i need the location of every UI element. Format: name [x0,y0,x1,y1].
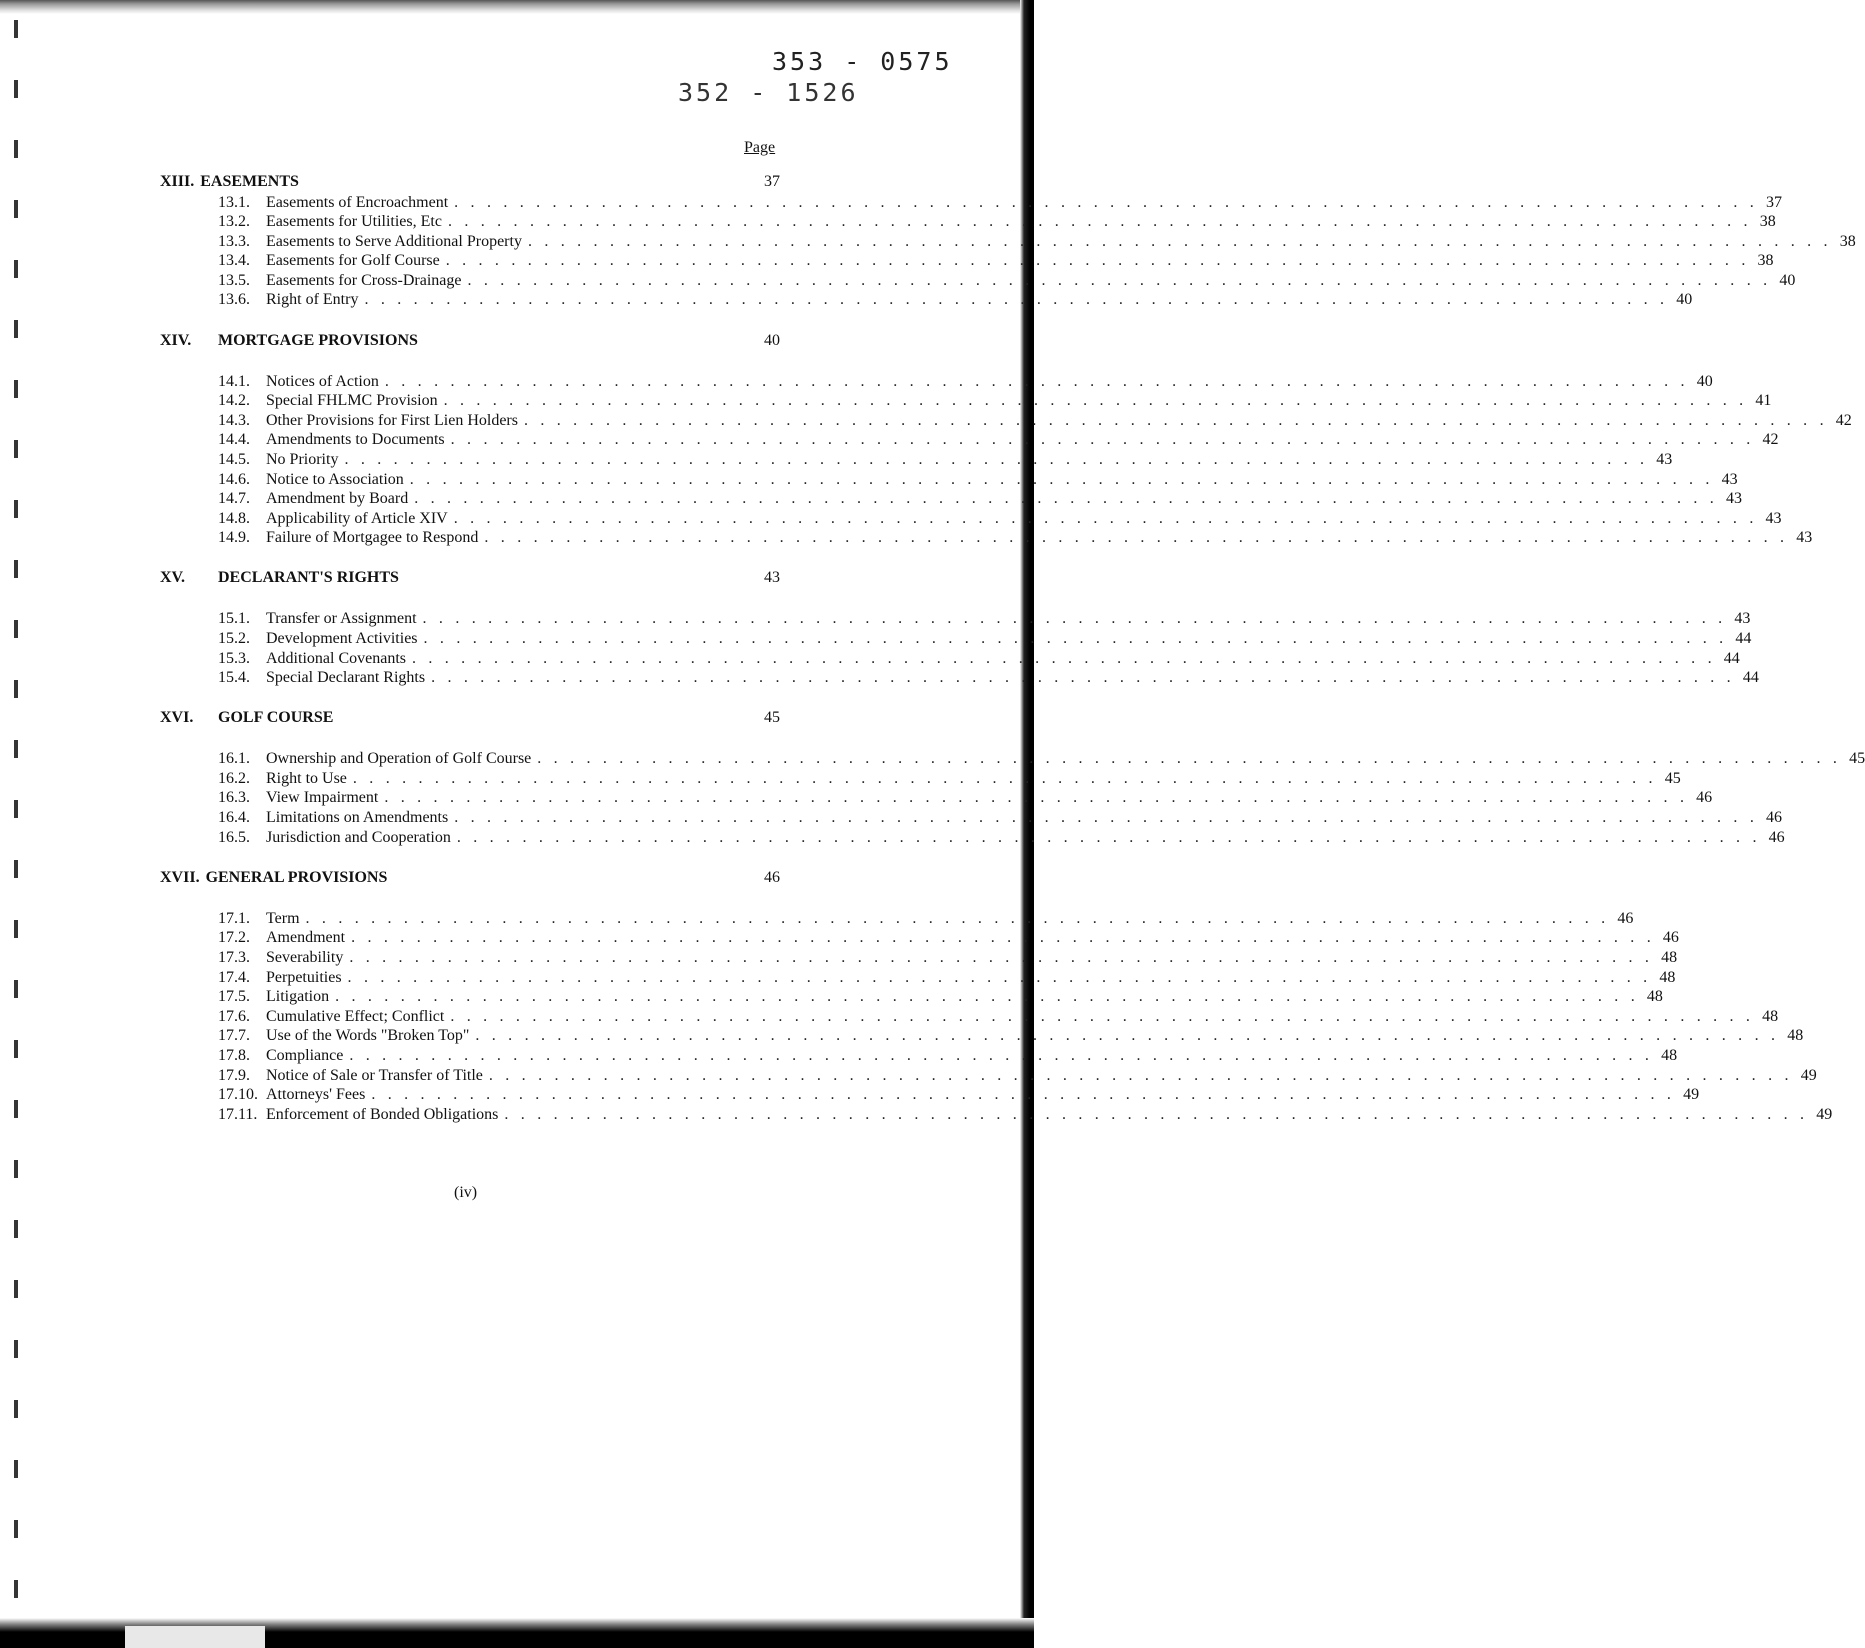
entry-title: Easements for Cross-Drainage [266,271,462,289]
entry-title: Right of Entry [266,291,359,309]
entry-number: 17.8. [218,1046,250,1064]
dot-leader: . . . . . . . . . . . . . . . . . . . . . . . . . . . . . . . . . . . . . . . . . . . . . . . . . . . . . . . . . . . . . . . . . . . . . . . . . . . . . . . . [431,669,1735,687]
dot-leader: . . . . . . . . . . . . . . . . . . . . . . . . . . . . . . . . . . . . . . . . . . . . . . . . . . . . . . . . . . . . . . . . . . . . . . . . . . . . . . . . [527,232,1832,250]
entry-title: Use of the Words "Broken Top" [266,1027,470,1045]
entry-number: 13.3. [218,232,250,250]
entry-number: 13.4. [218,252,250,270]
entry-number: 16.5. [218,828,250,846]
dot-leader: . . . . . . . . . . . . . . . . . . . . . . . . . . . . . . . . . . . . . . . . . . . . . . . . . . . . . . . . . . . . . . . . . . . . . . . . . . . . . . . . [453,509,1758,527]
entry-number: 13.1. [218,193,250,211]
toc-entry [160,450,1673,470]
entry-number: 14.9. [218,529,250,547]
toc-entry [160,769,1681,789]
entry-page: 46 [1662,929,1679,947]
toc-entry [160,968,1676,988]
section-gap [160,310,780,331]
entry-title: Amendment [266,929,346,947]
entry-number: 17.10. [218,1086,258,1104]
entry-number: 17.11. [218,1105,258,1123]
entry-title: Easements to Serve Additional Property [266,232,522,250]
toc-entry [160,788,1713,808]
entry-number: 14.2. [218,392,250,410]
dot-leader: . . . . . . . . . . . . . . . . . . . . . . . . . . . . . . . . . . . . . . . . . . . . . . . . . . . . . . . . . . . . . . . . . . . . . . . . . . . . . . . . [347,968,1652,986]
entry-page: 49 [1800,1066,1817,1084]
table-of-contents [160,172,1865,1124]
entry-title: Transfer or Assignment [266,610,417,628]
dot-leader: . . . . . . . . . . . . . . . . . . . . . . . . . . . . . . . . . . . . . . . . . . . . . . . . . . . . . . . . . . . . . . . . . . . . . . . . . . . . . . . . [537,750,1842,768]
dot-leader: . . . . . . . . . . . . . . . . . . . . . . . . . . . . . . . . . . . . . . . . . . . . . . . . . . . . . . . . . . . . . . . . . . . . . . . . . . . . . . . . [443,392,1748,410]
toc-entry [160,1046,1678,1066]
dot-leader: . . . . . . . . . . . . . . . . . . . . . . . . . . . . . . . . . . . . . . . . . . . . . . . . . . . . . . . . . . . . . . . . . . . . . . . . . . . . . . . . [456,828,1761,846]
toc-entry [160,509,1782,529]
section-page: 45 [764,709,780,727]
dot-leader: . . . . . . . . . . . . . . . . . . . . . . . . . . . . . . . . . . . . . . . . . . . . . . . . . . . . . . . . . . . . . . . . . . . . . . . . . . . . . . . . [523,411,1828,429]
toc-entry [160,251,1774,271]
entry-title: Easements of Encroachment [266,193,449,211]
section-page: 40 [764,331,780,349]
entry-page: 48 [1762,1007,1779,1025]
entry-title: Other Provisions for First Lien Holders [266,411,518,429]
recording-stamp-1: 353 - 0575 [772,47,953,76]
dot-leader: . . . . . . . . . . . . . . . . . . . . . . . . . . . . . . . . . . . . . . . . . . . . . . . . . . . . . . . . . . . . . . . . . . . . . . . . . . . . . . . . [423,630,1728,647]
entry-title: Easements for Utilities, Etc [266,213,442,231]
dot-leader: . . . . . . . . . . . . . . . . . . . . . . . . . . . . . . . . . . . . . . . . . . . . . . . . . . . . . . . . . . . . . . . . . . . . . . . . . . . . . . . . [335,988,1639,1006]
dot-leader: . . . . . . . . . . . . . . . . . . . . . . . . . . . . . . . . . . . . . . . . . . . . . . . . . . . . . . . . . . . . . . . . . . . . . . . . . . . . . . . . [454,809,1759,827]
section-page: 43 [764,569,780,587]
entry-number: 13.6. [218,291,250,309]
section-gap [160,688,780,709]
entry-title: View Impairment [266,789,379,807]
entry-title: Right to Use [266,769,347,787]
entry-title: Term [266,909,300,927]
entry-title: Perpetuities [266,968,342,986]
section-gap [160,847,780,868]
entry-page: 43 [1765,509,1782,527]
page-column-label: Page [744,139,776,156]
dot-leader: . . . . . . . . . . . . . . . . . . . . . . . . . . . . . . . . . . . . . . . . . . . . . . . . . . . . . . . . . . . . . . . . . . . . . . . . . . . . . . . . [422,610,1727,628]
entry-page: 46 [1696,789,1713,807]
section-heading [160,331,780,352]
entry-page: 44 [1735,630,1752,647]
entry-title: Amendment by Board [266,490,409,508]
dot-leader: . . . . . . . . . . . . . . . . . . . . . . . . . . . . . . . . . . . . . . . . . . . . . . . . . . . . . . . . . . . . . . . . . . . . . . . . . . . . . . . . [414,490,1719,508]
entry-number: 17.4. [218,968,250,986]
entry-page: 40 [1779,271,1796,289]
entry-number: 16.4. [218,809,250,827]
toc-entry [160,430,1779,450]
toc-entry [160,489,1743,509]
entry-title: Special FHLMC Provision [266,392,438,410]
entry-title: Cumulative Effect; Conflict [266,1007,445,1025]
entry-title: Notices of Action [266,372,379,390]
entry-page: 48 [1646,988,1663,1006]
dot-leader: . . . . . . . . . . . . . . . . . . . . . . . . . . . . . . . . . . . . . . . . . . . . . . . . . . . . . . . . . . . . . . . . . . . . . . . . . . . . . . . . [447,213,1752,231]
dot-leader: . . . . . . . . . . . . . . . . . . . . . . . . . . . . . . . . . . . . . . . . . . . . . . . . . . . . . . . . . . . . . . . . . . . . . . . . . . . . . . . . [484,529,1789,547]
toc-entry [160,271,1796,291]
entry-title: Development Activities [266,630,418,647]
section-title: DECLARANT'S RIGHTS [218,569,399,587]
toc-entry [160,528,1813,548]
entry-number: 15.4. [218,669,250,687]
dot-leader: . . . . . . . . . . . . . . . . . . . . . . . . . . . . . . . . . . . . . . . . . . . . . . . . . . . . . . . . . . . . . . . . . . . . . . . . . . . . . . . . [364,291,1669,309]
entry-title: Attorneys' Fees [266,1086,366,1104]
entry-page: 43 [1656,450,1673,468]
entry-title: Failure of Mortgagee to Respond [266,529,479,547]
section-spacer [160,351,780,372]
section-spacer [160,888,780,909]
entry-number: 14.1. [218,372,250,390]
entry-page: 42 [1762,431,1779,449]
entry-page: 48 [1661,1046,1678,1064]
scan-edge-bottom-gap [125,1626,265,1648]
entry-title: Jurisdiction and Cooperation [266,828,451,846]
dot-leader: . . . . . . . . . . . . . . . . . . . . . . . . . . . . . . . . . . . . . . . . . . . . . . . . . . . . . . . . . . . . . . . . . . . . . . . . . . . . . . . . [411,649,1716,667]
toc-entry [160,749,1865,769]
entry-page: 49 [1816,1105,1833,1123]
section-number: XIII. [160,173,195,190]
entry-page: 37 [1765,193,1782,211]
dot-leader: . . . . . . . . . . . . . . . . . . . . . . . . . . . . . . . . . . . . . . . . . . . . . . . . . . . . . . . . . . . . . . . . . . . . . . . . . . . . . . . . [475,1027,1780,1045]
section-number: XV. [160,569,186,587]
section-number: XIV. [160,331,192,349]
dot-leader: . . . . . . . . . . . . . . . . . . . . . . . . . . . . . . . . . . . . . . . . . . . . . . . . . . . . . . . . . . . . . . . . . . . . . . . . . . . . . . . . [371,1086,1676,1104]
entry-page: 38 [1839,232,1856,250]
entry-page: 46 [1617,909,1634,927]
recording-stamp-2: 352 - 1526 [678,78,859,107]
entry-number: 14.3. [218,411,250,429]
entry-page: 40 [1676,291,1693,309]
section-heading [160,568,780,589]
dot-leader: . . . . . . . . . . . . . . . . . . . . . . . . . . . . . . . . . . . . . . . . . . . . . . . . . . . . . . . . . . . . . . . . . . . . . . . . . . . . . . . . [384,789,1689,807]
entry-number: 17.3. [218,948,250,966]
dot-leader: . . . . . . . . . . . . . . . . . . . . . . . . . . . . . . . . . . . . . . . . . . . . . . . . . . . . . . . . . . . . . . . . . . . . . . . . . . . . . . . . [351,929,1655,947]
entry-title: Limitations on Amendments [266,809,449,827]
section-title: MORTGAGE PROVISIONS [218,331,418,349]
dot-leader: . . . . . . . . . . . . . . . . . . . . . . . . . . . . . . . . . . . . . . . . . . . . . . . . . . . . . . . . . . . . . . . . . . . . . . . . . . . . . . . . [450,431,1755,449]
toc-entry [160,470,1738,490]
section-page: 46 [764,868,780,886]
dot-leader: . . . . . . . . . . . . . . . . . . . . . . . . . . . . . . . . . . . . . . . . . . . . . . . . . . . . . . . . . . . . . . . . . . . . . . . . . . . . . . . . [349,1046,1654,1064]
dot-leader: . . . . . . . . . . . . . . . . . . . . . . . . . . . . . . . . . . . . . . . . . . . . . . . . . . . . . . . . . . . . . . . . . . . . . . . . . . . . . . . . [467,271,1772,289]
entry-page: 46 [1768,828,1785,846]
entry-page: 42 [1835,411,1852,429]
entry-number: 15.2. [218,630,250,647]
entry-number: 14.8. [218,509,250,527]
entry-page: 43 [1721,470,1738,488]
toc-entry [160,928,1679,948]
entry-title: Additional Covenants [266,649,406,667]
entry-number: 17.6. [218,1007,250,1025]
entry-page: 45 [1664,769,1681,787]
entry-page: 43 [1796,529,1813,547]
entry-number: 14.5. [218,450,250,468]
section-page: 37 [764,173,780,190]
toc-entry [160,1007,1779,1027]
toc-entry [160,649,1740,669]
toc-entry [160,212,1776,232]
dot-leader: . . . . . . . . . . . . . . . . . . . . . . . . . . . . . . . . . . . . . . . . . . . . . . . . . . . . . . . . . . . . . . . . . . . . . . . . . . . . . . . . [445,252,1750,270]
entry-page: 45 [1849,750,1865,768]
entry-title: Severability [266,948,344,966]
toc-entry [160,987,1663,1007]
entry-number: 17.9. [218,1066,250,1084]
toc-entry [160,629,1752,649]
entry-page: 40 [1696,372,1713,390]
entry-number: 13.2. [218,213,250,231]
toc-entry [160,193,1782,213]
entry-title: No Priority [266,450,339,468]
entry-title: Enforcement of Bonded Obligations [266,1105,499,1123]
entry-title: Applicability of Article XIV [266,509,448,527]
section-gap [160,548,780,569]
toc-entry [160,232,1856,252]
toc-entry [160,290,1693,310]
section-title: EASEMENTS [200,173,299,190]
entry-number: 16.2. [218,769,250,787]
section-heading [160,868,780,889]
entry-title: Notice to Association [266,470,404,488]
entry-number: 16.3. [218,789,250,807]
entry-number: 14.7. [218,490,250,508]
section-number: XVII. [160,868,200,886]
dot-leader: . . . . . . . . . . . . . . . . . . . . . . . . . . . . . . . . . . . . . . . . . . . . . . . . . . . . . . . . . . . . . . . . . . . . . . . . . . . . . . . . [352,769,1657,787]
section-title: GOLF COURSE [218,709,334,727]
entry-page: 48 [1787,1027,1804,1045]
toc-entry [160,1105,1833,1125]
entry-page: 43 [1734,610,1751,628]
entry-title: Compliance [266,1046,344,1064]
entry-page: 44 [1742,669,1759,687]
section-spacer [160,729,780,750]
toc-entry [160,948,1678,968]
entry-number: 13.5. [218,271,250,289]
scan-edge-left [14,20,18,1630]
entry-number: 17.5. [218,988,250,1006]
toc-entry [160,411,1852,431]
entry-title: Litigation [266,988,330,1006]
entry-page: 48 [1661,948,1678,966]
dot-leader: . . . . . . . . . . . . . . . . . . . . . . . . . . . . . . . . . . . . . . . . . . . . . . . . . . . . . . . . . . . . . . . . . . . . . . . . . . . . . . . . [450,1007,1755,1025]
dot-leader: . . . . . . . . . . . . . . . . . . . . . . . . . . . . . . . . . . . . . . . . . . . . . . . . . . . . . . . . . . . . . . . . . . . . . . . . . . . . . . . . [488,1066,1793,1084]
toc-entry [160,1066,1817,1086]
scan-edge-top [0,0,1034,14]
section-spacer [160,589,780,610]
section-heading [160,172,780,193]
entry-number: 17.1. [218,909,250,927]
dot-leader: . . . . . . . . . . . . . . . . . . . . . . . . . . . . . . . . . . . . . . . . . . . . . . . . . . . . . . . . . . . . . . . . . . . . . . . . . . . . . . . . [305,909,1610,927]
toc-entry [160,1026,1804,1046]
entry-page: 49 [1683,1086,1700,1104]
entry-number: 14.4. [218,431,250,449]
section-title: GENERAL PROVISIONS [205,868,388,886]
dot-leader: . . . . . . . . . . . . . . . . . . . . . . . . . . . . . . . . . . . . . . . . . . . . . . . . . . . . . . . . . . . . . . . . . . . . . . . . . . . . . . . . [504,1105,1809,1123]
entry-number: 16.1. [218,750,250,768]
dot-leader: . . . . . . . . . . . . . . . . . . . . . . . . . . . . . . . . . . . . . . . . . . . . . . . . . . . . . . . . . . . . . . . . . . . . . . . . . . . . . . . . [384,372,1689,390]
dot-leader: . . . . . . . . . . . . . . . . . . . . . . . . . . . . . . . . . . . . . . . . . . . . . . . . . . . . . . . . . . . . . . . . . . . . . . . . . . . . . . . . [454,193,1758,211]
toc-entry [160,828,1785,848]
toc-entry [160,668,1759,688]
entry-number: 15.1. [218,610,250,628]
entry-page: 41 [1755,392,1772,410]
entry-title: Amendments to Documents [266,431,445,449]
toc-entry [160,609,1751,629]
entry-title: Ownership and Operation of Golf Course [266,750,532,768]
entry-page: 46 [1766,809,1783,827]
toc-entry [160,391,1772,411]
toc-entry [160,909,1634,929]
entry-title: Special Declarant Rights [266,669,426,687]
entry-page: 48 [1659,968,1676,986]
section-number: XVI. [160,709,194,727]
entry-number: 15.3. [218,649,250,667]
dot-leader: . . . . . . . . . . . . . . . . . . . . . . . . . . . . . . . . . . . . . . . . . . . . . . . . . . . . . . . . . . . . . . . . . . . . . . . . . . . . . . . . [344,450,1649,468]
entry-number: 14.6. [218,470,250,488]
entry-page: 43 [1726,490,1743,508]
toc-entry [160,372,1713,392]
toc-entry [160,1085,1700,1105]
page-number-footer: (iv) [454,1184,478,1201]
section-heading [160,708,780,729]
dot-leader: . . . . . . . . . . . . . . . . . . . . . . . . . . . . . . . . . . . . . . . . . . . . . . . . . . . . . . . . . . . . . . . . . . . . . . . . . . . . . . . . [349,948,1654,966]
toc-entry [160,808,1783,828]
dot-leader: . . . . . . . . . . . . . . . . . . . . . . . . . . . . . . . . . . . . . . . . . . . . . . . . . . . . . . . . . . . . . . . . . . . . . . . . . . . . . . . . [409,470,1714,488]
entry-title: Notice of Sale or Transfer of Title [266,1066,483,1084]
entry-title: Easements for Golf Course [266,252,440,270]
entry-page: 38 [1759,213,1776,231]
entry-page: 44 [1723,649,1740,667]
entry-number: 17.2. [218,929,250,947]
entry-page: 38 [1757,252,1774,270]
entry-number: 17.7. [218,1027,250,1045]
